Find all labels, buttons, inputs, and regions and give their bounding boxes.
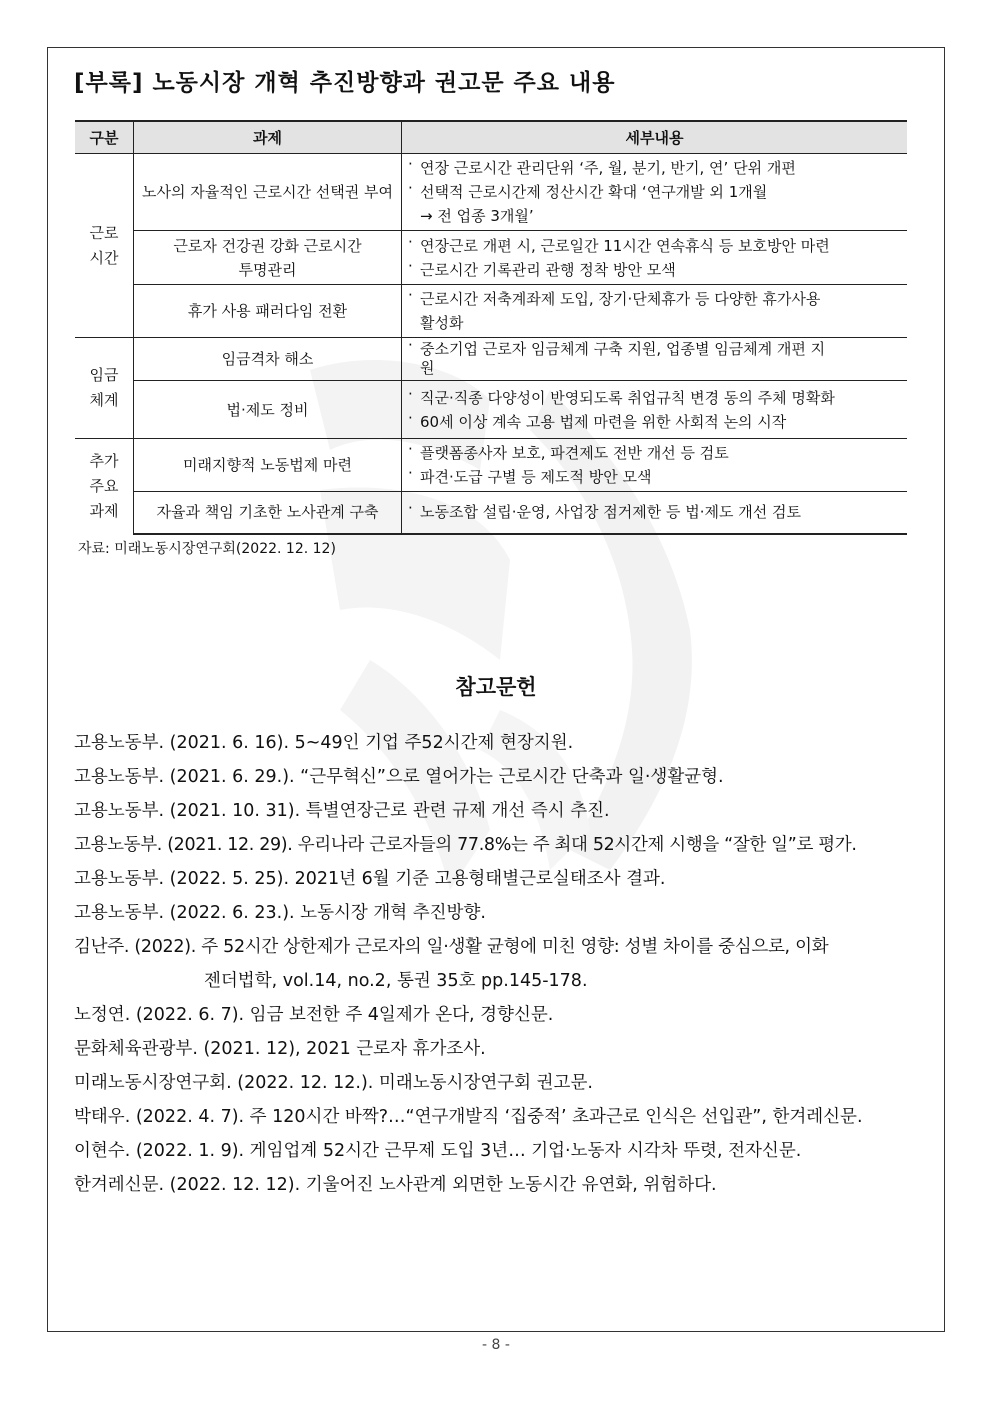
- reference-item: 노정연. (2022. 6. 7). 임금 보전한 주 4일제가 온다, 경향신문.: [74, 1005, 554, 1025]
- category-line: 체계: [89, 391, 119, 409]
- appendix-title: [부록] 노동시장 개혁 추진방향과 권고문 주요 내용: [74, 70, 616, 96]
- detail-continuation: 원: [420, 359, 435, 377]
- detail-bullet: · 근로시간 저축계좌제 도입, 장기·단체휴가 등 다양한 휴가사용: [408, 287, 903, 311]
- header-category: 구분: [75, 121, 134, 154]
- table-header-row: [75, 121, 907, 154]
- detail-bullet: · 60세 이상 계속 고용 법제 마련을 위한 사회적 논의 시작: [408, 410, 903, 434]
- table-row: [75, 338, 907, 381]
- references-title: 참고문헌: [455, 675, 537, 699]
- reference-item: 고용노동부. (2021. 10. 31). 특별연장근로 관련 규제 개선 즉시 추진.: [74, 801, 610, 821]
- detail-bullet: · 선택적 근로시간제 정산시간 확대 ‘연구개발 외 1개월: [408, 180, 903, 204]
- reference-item: 고용노동부. (2021. 6. 16). 5~49인 기업 주52시간제 현장지원.: [74, 733, 574, 753]
- category-line: 임금: [89, 366, 119, 384]
- header-details: 세부내용: [402, 121, 908, 154]
- policy-table: [75, 120, 907, 535]
- table-source-note: 자료: 미래노동시장연구회(2022. 12. 12): [78, 541, 336, 557]
- detail-cell: [402, 381, 908, 439]
- references-list: [74, 728, 924, 1204]
- detail-bullet: · 중소기업 근로자 임금체계 구축 지원, 업종별 임금체계 개편 지: [408, 340, 903, 359]
- table-row: [75, 381, 907, 439]
- task-cell: [134, 285, 402, 338]
- category-line: 근로: [89, 223, 119, 242]
- detail-cell: [402, 439, 908, 492]
- task-cell: [134, 154, 402, 231]
- reference-item: 고용노동부. (2021. 6. 29.). “근무혁신”으로 열어가는 근로시간 단축과 일·생활균형.: [74, 767, 724, 787]
- task-line: 임금격차 해소: [221, 350, 314, 368]
- category-line: 추가: [89, 451, 119, 470]
- table-row: [75, 439, 907, 492]
- task-cell: [134, 231, 402, 285]
- task-line: 법·제도 정비: [226, 400, 309, 419]
- category-line: 시간: [89, 248, 119, 267]
- detail-continuation: 활성화: [420, 314, 464, 332]
- category-working-hours: [75, 154, 134, 338]
- detail-bullet: · 근로시간 기록관리 관행 정착 방안 모색: [408, 258, 903, 282]
- detail-cell: [402, 231, 908, 285]
- header-task: 과제: [134, 121, 402, 154]
- reference-item: 김난주. (2022). 주 52시간 상한제가 근로자의 일·생활 균형에 미친 영향: 성별 차이를 중심으로, 이화: [74, 937, 829, 957]
- reference-item: 고용노동부. (2021. 12. 29). 우리나라 근로자들의 77.8%는 주 최대 52시간제 시행을 “잘한 일”로 평가.: [74, 835, 857, 855]
- reference-item: 문화체육관광부. (2021. 12), 2021 근로자 휴가조사.: [74, 1039, 486, 1059]
- reference-item: 박태우. (2022. 4. 7). 주 120시간 바짝?…“연구개발직 ‘집중적’ 초과근로 인식은 선입관”, 한겨레신문.: [74, 1107, 863, 1127]
- reference-item: 고용노동부. (2022. 6. 23.). 노동시장 개혁 추진방향.: [74, 903, 486, 923]
- task-cell: [134, 492, 402, 534]
- table-row: [75, 154, 907, 231]
- detail-bullet: · 직군·직종 다양성이 반영되도록 취업규칙 변경 동의 주체 명확화: [408, 386, 903, 410]
- task-cell: [134, 439, 402, 492]
- detail-bullet: · 연장 근로시간 관리단위 ‘주, 월, 분기, 반기, 연’ 단위 개편: [408, 156, 903, 180]
- task-cell: [134, 338, 402, 381]
- detail-bullet: · 파견·도급 구별 등 제도적 방안 모색: [408, 465, 903, 489]
- task-line: 자율과 책임 기초한 노사관계 구축: [156, 503, 379, 522]
- category-line: 주요: [89, 476, 119, 495]
- detail-bullet: · 노동조합 설립·운영, 사업장 점거제한 등 법·제도 개선 검토: [408, 500, 903, 524]
- task-line: 투명관리: [238, 260, 297, 279]
- table-row: [75, 492, 907, 534]
- detail-cell: [402, 492, 908, 534]
- task-cell: [134, 381, 402, 439]
- task-line: 근로자 건강권 강화 근로시간: [173, 236, 362, 255]
- reference-item: 고용노동부. (2022. 5. 25). 2021년 6월 기준 고용형태별근로실태조사 결과.: [74, 869, 666, 889]
- table-row: [75, 285, 907, 338]
- reference-item-continuation: 젠더법학, vol.14, no.2, 통권 35호 pp.145-178.: [204, 971, 588, 991]
- task-line: 노사의 자율적인 근로시간 선택권 부여: [142, 183, 393, 201]
- reference-item: 이현수. (2022. 1. 9). 게임업계 52시간 근무제 도입 3년… 기업·노동자 시각차 뚜렷, 전자신문.: [74, 1141, 802, 1161]
- detail-cell: [402, 285, 908, 338]
- detail-cell: [402, 154, 908, 231]
- reference-item: 한겨레신문. (2022. 12. 12). 기울어진 노사관계 외면한 노동시간 유연화, 위험하다.: [74, 1175, 717, 1195]
- detail-bullet: · 연장근로 개편 시, 근로일간 11시간 연속휴식 등 보호방안 마련: [408, 234, 903, 258]
- detail-cell: [402, 338, 908, 381]
- page-number: - 8 -: [482, 1337, 510, 1353]
- category-additional-tasks: [75, 439, 134, 534]
- task-line: 미래지향적 노동법제 마련: [183, 456, 352, 474]
- detail-bullet: · 플랫폼종사자 보호, 파견제도 전반 개선 등 검토: [408, 441, 903, 465]
- detail-continuation: → 전 업종 3개월’: [420, 207, 534, 225]
- category-wage-system: [75, 338, 134, 439]
- task-line: 휴가 사용 패러다임 전환: [187, 302, 348, 320]
- reference-item: 미래노동시장연구회. (2022. 12. 12.). 미래노동시장연구회 권고문.: [74, 1073, 593, 1093]
- category-line: 과제: [89, 501, 119, 520]
- table-row: [75, 231, 907, 285]
